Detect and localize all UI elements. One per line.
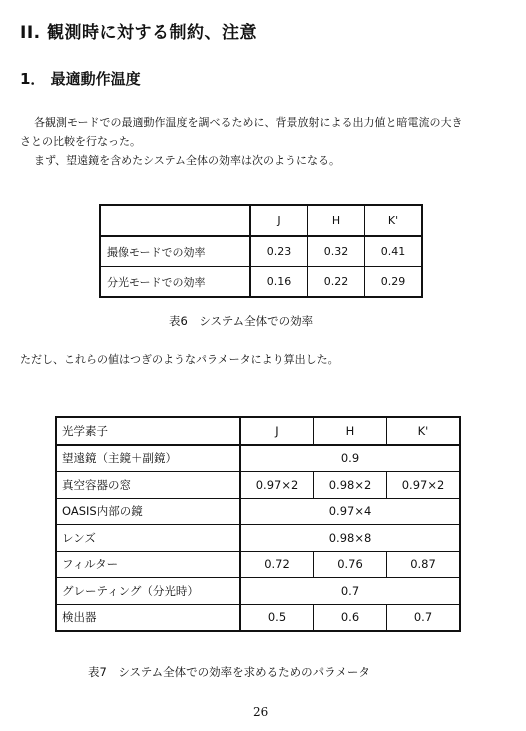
table-header-cell — [100, 205, 250, 236]
row-label: 分光モードでの効率 — [100, 267, 250, 298]
table-header-cell: J — [240, 417, 314, 445]
row-label: 望遠鏡（主鏡＋副鏡） — [56, 445, 240, 472]
table-cell-span: 0.98×8 — [240, 525, 460, 552]
table-row — [56, 445, 460, 472]
table-row — [56, 498, 460, 525]
paragraph-1-line-1: 各観測モードでの最適動作温度を調べるために、背景放射による出力値と暗電流の大き — [34, 116, 463, 129]
table-cell: 0.41 — [365, 236, 423, 267]
table-row — [100, 267, 422, 298]
table-header-cell: K' — [365, 205, 423, 236]
paragraph-1-line-2: さとの比較を行なった。 — [20, 135, 141, 148]
table-row — [56, 578, 460, 605]
table-header-row — [56, 417, 460, 445]
table-row — [56, 472, 460, 499]
section-heading: II. 観測時に対する制約、注意 — [20, 23, 258, 43]
table-header-cell: 光学素子 — [56, 417, 240, 445]
table-row — [56, 525, 460, 552]
table-cell: 0.22 — [308, 267, 365, 298]
subsection-heading: 1． 最適動作温度 — [20, 70, 141, 88]
table-cell: 0.7 — [387, 604, 461, 631]
table-cell: 0.16 — [250, 267, 308, 298]
table-cell-span: 0.7 — [240, 578, 460, 605]
table-row — [56, 604, 460, 631]
table-cell-span: 0.9 — [240, 445, 460, 472]
table-row — [100, 236, 422, 267]
table-cell: 0.72 — [240, 551, 314, 578]
table-header-cell: J — [250, 205, 308, 236]
paragraph-2: まず、望遠鏡を含めたシステム全体の効率は次のようになる。 — [34, 154, 341, 167]
table-cell: 0.29 — [365, 267, 423, 298]
table-cell: 0.76 — [314, 551, 387, 578]
table-cell: 0.87 — [387, 551, 461, 578]
table-6-caption: 表6 システム全体での効率 — [169, 314, 314, 328]
table-cell: 0.6 — [314, 604, 387, 631]
table-row — [56, 551, 460, 578]
table-header-cell: H — [308, 205, 365, 236]
table-header-cell: K' — [387, 417, 461, 445]
row-label: 真空容器の窓 — [56, 472, 240, 499]
table-7-caption: 表7 システム全体での効率を求めるためのパラメータ — [88, 665, 370, 679]
table-header-cell: H — [314, 417, 387, 445]
table-efficiency-parameters — [55, 416, 461, 632]
paragraph-3: ただし、これらの値はつぎのようなパラメータにより算出した。 — [20, 353, 339, 366]
table-cell: 0.5 — [240, 604, 314, 631]
table-cell: 0.97×2 — [240, 472, 314, 499]
table-cell: 0.98×2 — [314, 472, 387, 499]
table-cell: 0.97×2 — [387, 472, 461, 499]
row-label: レンズ — [56, 525, 240, 552]
row-label: グレーティング（分光時） — [56, 578, 240, 605]
row-label: 検出器 — [56, 604, 240, 631]
page-number: 26 — [253, 705, 269, 719]
row-label: フィルター — [56, 551, 240, 578]
table-cell-span: 0.97×4 — [240, 498, 460, 525]
table-cell: 0.23 — [250, 236, 308, 267]
table-header-row — [100, 205, 422, 236]
row-label: OASIS内部の鏡 — [56, 498, 240, 525]
table-system-efficiency — [99, 204, 423, 298]
row-label: 撮像モードでの効率 — [100, 236, 250, 267]
table-cell: 0.32 — [308, 236, 365, 267]
